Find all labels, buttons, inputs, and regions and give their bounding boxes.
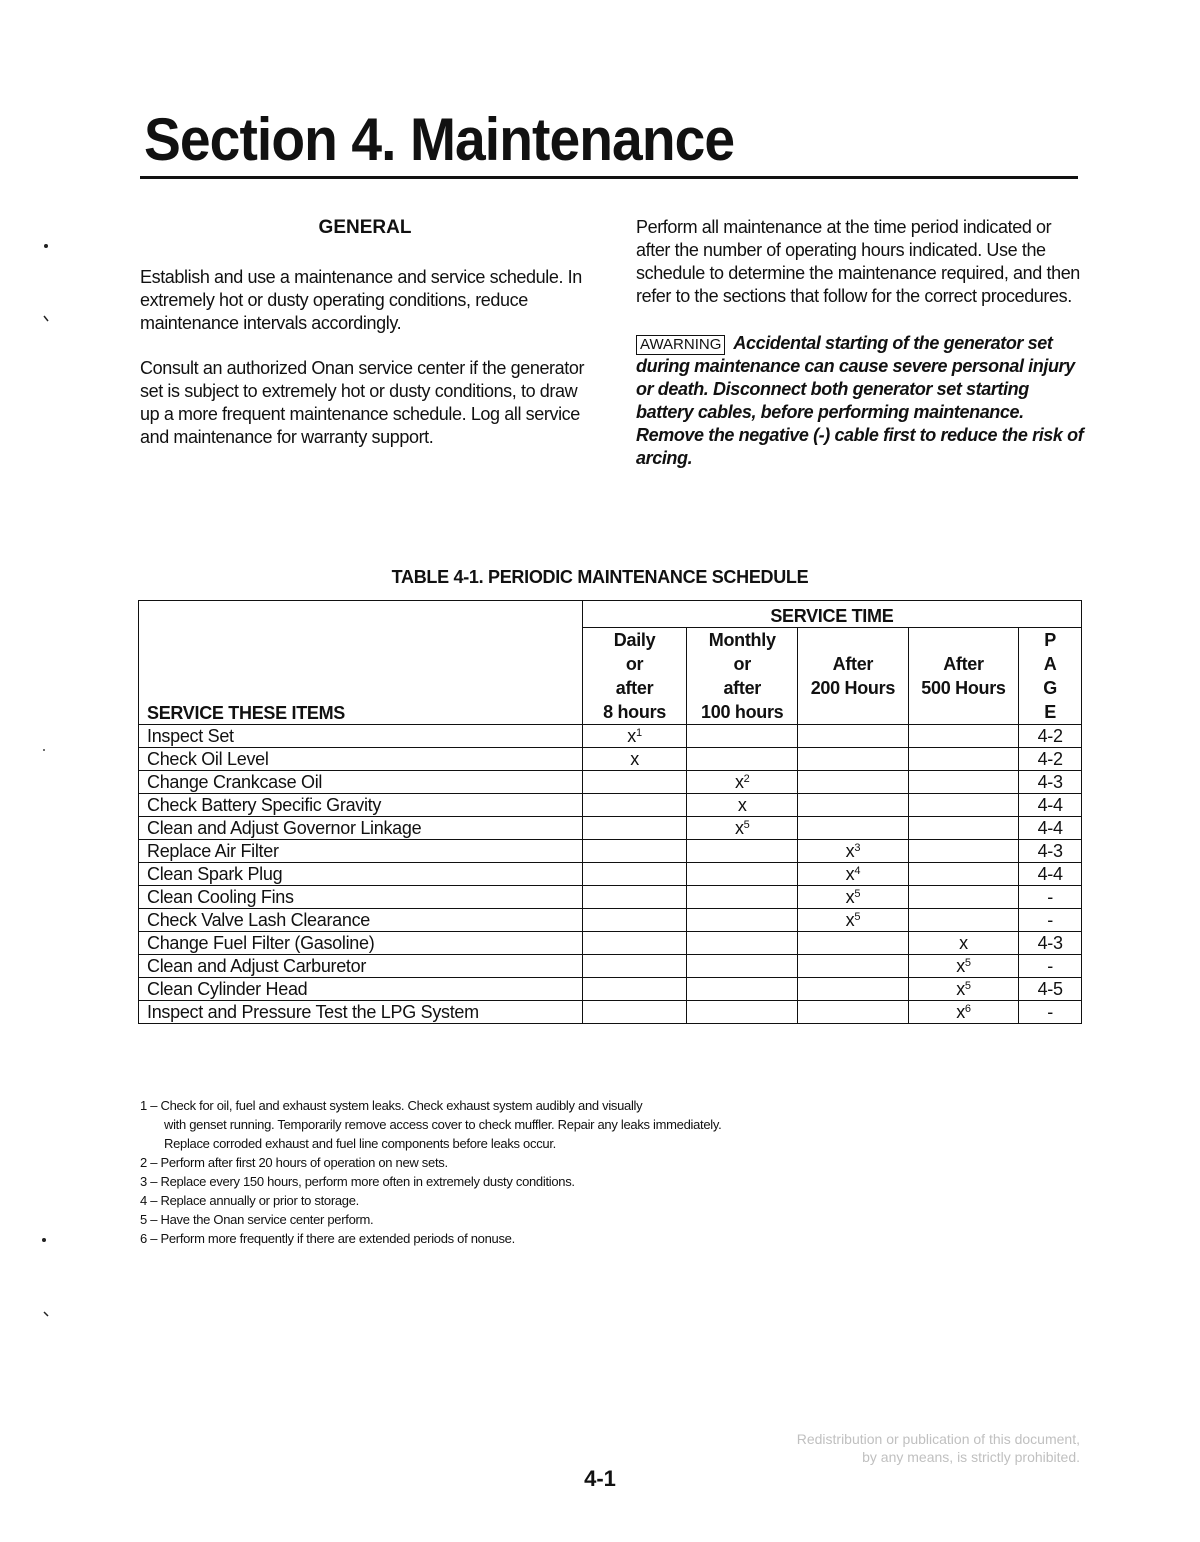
- general-paragraph-1: Establish and use a maintenance and service schedule. In extremely hot or dusty operating conditions, reduce maintenance intervals accordingly.: [140, 267, 582, 333]
- page-reference-cell: 4-3: [1019, 932, 1082, 955]
- general-paragraph-2: Consult an authorized Onan service center if the generator set is subject to extremely hot or dusty conditions, to draw up a more frequent maintenance schedule. Log all service and maintenance for warranty support.: [140, 358, 585, 447]
- footnote-reference: 5: [964, 980, 971, 992]
- redistribution-notice: Redistribution or publication of this document, by any means, is strictly prohibited.: [796, 1431, 1080, 1465]
- footnote-reference: 5: [854, 888, 861, 900]
- schedule-mark: x: [845, 864, 855, 884]
- service-item-cell: Check Valve Lash Clearance: [139, 909, 583, 932]
- page-reference-cell: 4-5: [1019, 978, 1082, 1001]
- page-reference-cell: 4-3: [1019, 771, 1082, 794]
- footnote-line: 4 – Replace annually or prior to storage.: [140, 1193, 359, 1208]
- col-page-header: P A G E: [1019, 628, 1082, 725]
- schedule-mark: x: [956, 956, 965, 976]
- service-item-cell: Check Oil Level: [139, 748, 583, 771]
- general-heading: GENERAL: [318, 217, 412, 238]
- page-reference-cell: 4-2: [1019, 748, 1082, 771]
- footnote-line: 3 – Replace every 150 hours, perform more often in extremely dusty conditions.: [140, 1174, 575, 1189]
- footnote-reference: 4: [854, 865, 861, 877]
- warning-label: AWARNING: [636, 335, 725, 355]
- footnote-line: with genset running. Temporarily remove access cover to check muffler. Repair any leaks immediately.: [164, 1117, 722, 1132]
- footnote-line: 2 – Perform after first 20 hours of operation on new sets.: [140, 1155, 448, 1170]
- col-500-hours-header: After 500 Hours: [908, 628, 1019, 725]
- items-column-header: SERVICE THESE ITEMS: [147, 703, 346, 723]
- page-number: 4-1: [584, 1466, 616, 1491]
- footnote-line: 6 – Perform more frequently if there are extended periods of nonuse.: [140, 1231, 515, 1246]
- service-item-cell: Inspect and Pressure Test the LPG System: [139, 1001, 583, 1024]
- footnote-line: Replace corroded exhaust and fuel line components before leaks occur.: [164, 1136, 556, 1151]
- service-item-cell: Change Crankcase Oil: [139, 771, 583, 794]
- page-reference-cell: 4-3: [1019, 840, 1082, 863]
- schedule-mark: x: [737, 795, 747, 815]
- service-item-cell: Clean Cooling Fins: [139, 886, 583, 909]
- footnote-reference: 5: [964, 957, 971, 969]
- page-reference-cell: 4-4: [1019, 817, 1082, 840]
- footnote-reference: 5: [743, 819, 750, 831]
- schedule-mark: x: [734, 818, 744, 838]
- schedule-mark: x: [734, 772, 744, 792]
- page-reference-cell: 4-2: [1019, 725, 1082, 748]
- footnote-reference: 5: [854, 911, 861, 923]
- footnote-line: 5 – Have the Onan service center perform.: [140, 1212, 374, 1227]
- table-title: TABLE 4-1. PERIODIC MAINTENANCE SCHEDULE: [391, 567, 809, 587]
- footnote-reference: 3: [854, 842, 861, 854]
- page-reference-cell: 4-4: [1019, 863, 1082, 886]
- schedule-mark: x: [959, 933, 968, 953]
- service-item-cell: Replace Air Filter: [139, 840, 583, 863]
- page-reference-cell: -: [1019, 955, 1082, 978]
- schedule-mark: x: [956, 979, 965, 999]
- schedule-mark: x: [627, 726, 636, 746]
- schedule-mark: x: [845, 841, 855, 861]
- col-200-hours-header: After 200 Hours: [798, 628, 909, 725]
- footnote-line: 1 – Check for oil, fuel and exhaust system leaks. Check exhaust system audibly and visually: [140, 1098, 643, 1113]
- service-time-header: SERVICE TIME: [582, 601, 1081, 628]
- footnote-reference: 2: [743, 773, 750, 785]
- service-item-cell: Inspect Set: [139, 725, 583, 748]
- service-item-cell: Clean Spark Plug: [139, 863, 583, 886]
- footnote-reference: 6: [964, 1003, 971, 1015]
- col-monthly-header: Monthly or after 100 hours: [687, 628, 798, 725]
- page-reference-cell: -: [1019, 909, 1082, 932]
- service-item-cell: Clean and Adjust Governor Linkage: [139, 817, 583, 840]
- page-reference-cell: -: [1019, 886, 1082, 909]
- schedule-mark: x: [845, 910, 855, 930]
- page-reference-cell: -: [1019, 1001, 1082, 1024]
- schedule-mark: x: [845, 887, 855, 907]
- service-item-cell: Change Fuel Filter (Gasoline): [139, 932, 583, 955]
- col-daily-header: Daily or after 8 hours: [582, 628, 687, 725]
- page-reference-cell: 4-4: [1019, 794, 1082, 817]
- schedule-mark: x: [956, 1002, 965, 1022]
- schedule-mark: x: [630, 749, 639, 769]
- service-item-cell: Check Battery Specific Gravity: [139, 794, 583, 817]
- general-paragraph-3: Perform all maintenance at the time period indicated or after the number of operating hours indicated. Use the schedule to determine the maintenance required, and then refer to the sections that follow for the correct procedures.: [636, 217, 1080, 306]
- page-title: Section 4. Maintenance: [144, 106, 735, 173]
- service-item-cell: Clean Cylinder Head: [139, 978, 583, 1001]
- footnote-reference: 1: [635, 727, 642, 739]
- warning-text: Accidental starting of the generator set during maintenance can cause severe personal injury or death. Disconnect both generator set starting battery cables, before performing maintenance. Remove the negative (-) cable first to reduce the risk of arcing.: [636, 333, 1084, 468]
- service-item-cell: Clean and Adjust Carburetor: [139, 955, 583, 978]
